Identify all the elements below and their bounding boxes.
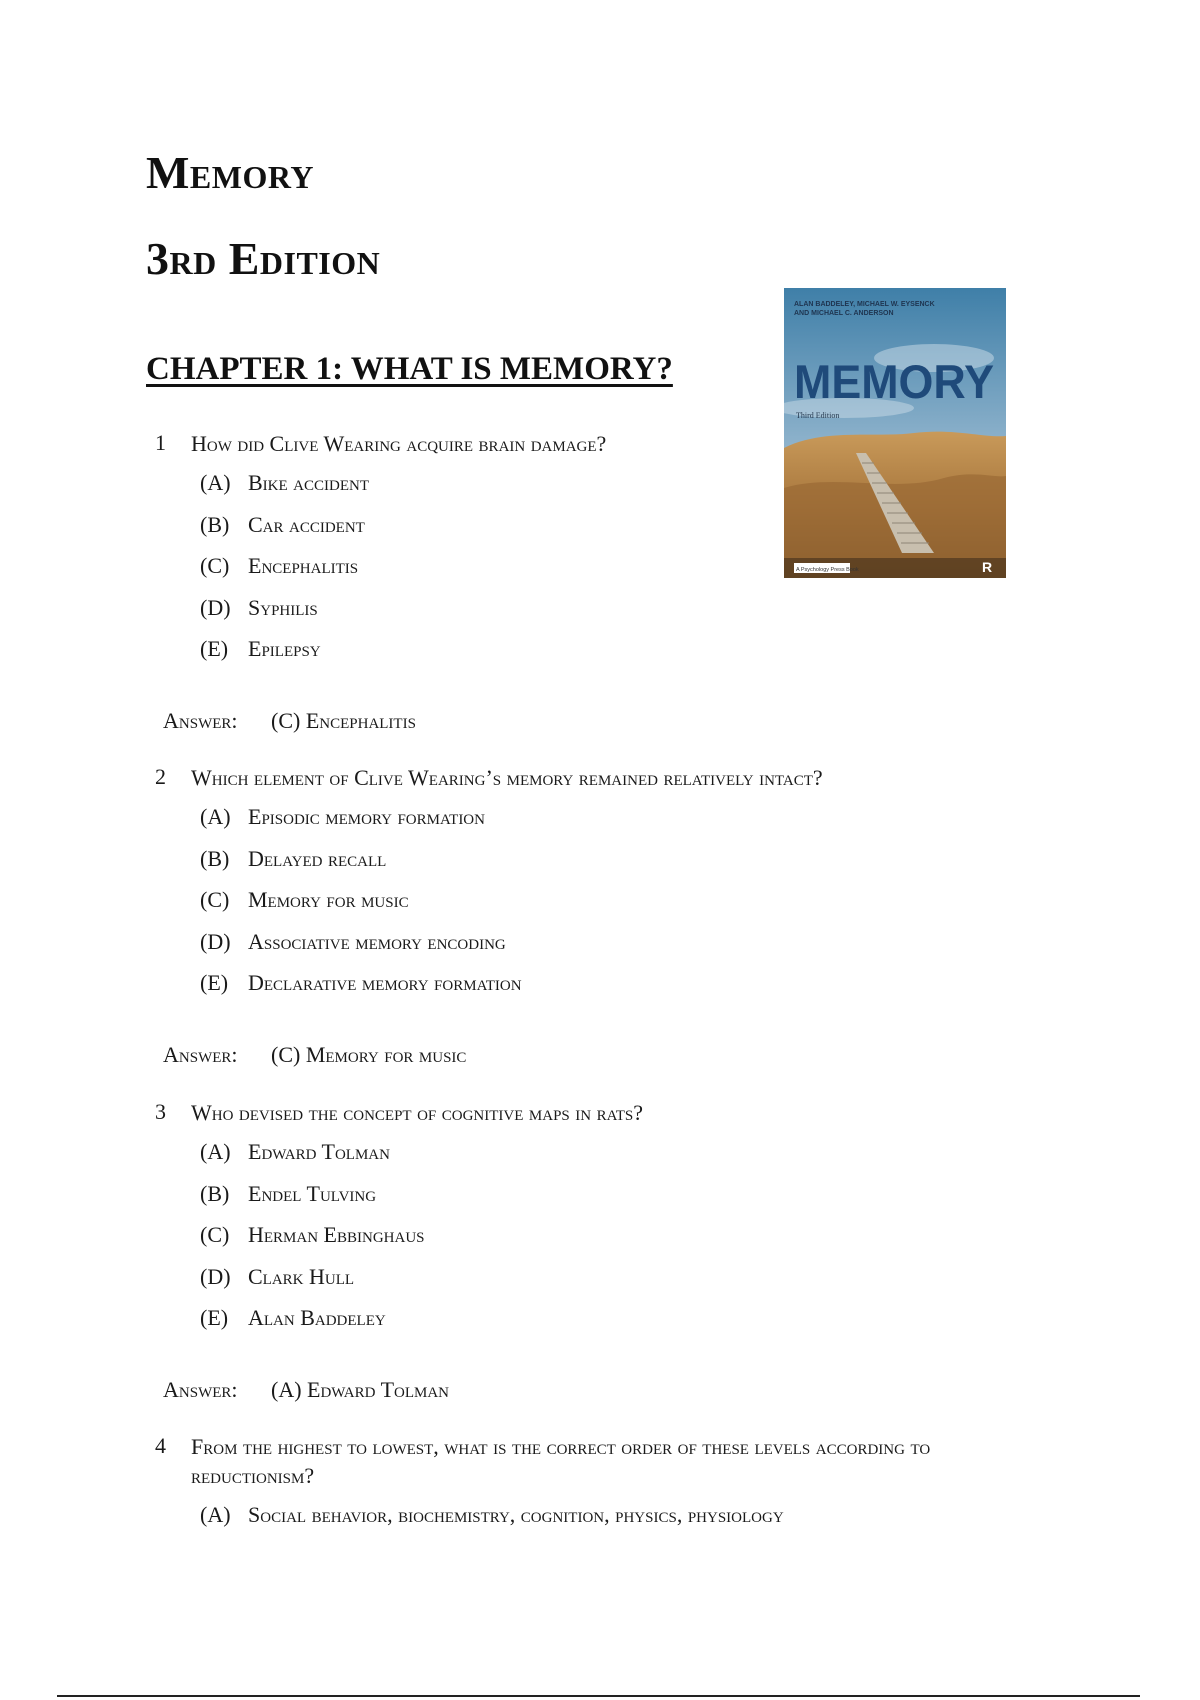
answer-value: (C) Memory for music xyxy=(271,1042,467,1067)
option-d xyxy=(200,929,1015,971)
option-letter: (E) xyxy=(200,1305,229,1330)
option-e xyxy=(200,636,1015,678)
option-letter: (A) xyxy=(200,470,231,495)
footer-divider xyxy=(57,1695,1140,1697)
question-3 xyxy=(155,1098,1015,1347)
option-b xyxy=(200,846,1015,888)
cover-logo: R xyxy=(982,559,993,575)
option-list xyxy=(200,1139,1015,1347)
question-1 xyxy=(155,429,1015,678)
option-letter: (E) xyxy=(200,636,229,661)
question-4 xyxy=(155,1432,1015,1544)
option-text: Epilepsy xyxy=(248,636,321,661)
option-text: Car accident xyxy=(248,511,365,537)
answer-value: (A) Edward Tolman xyxy=(271,1377,450,1402)
question-text: Which element of Clive Wearing’s memory remained relatively intact? xyxy=(191,765,823,790)
option-text: Delayed recall xyxy=(248,845,387,871)
option-letter: (A) xyxy=(200,1502,231,1527)
option-text: Alan Baddeley xyxy=(248,1305,386,1330)
question-number: 1 xyxy=(155,430,166,455)
option-text: Episodic memory formation xyxy=(248,804,485,829)
option-list xyxy=(200,470,1015,678)
option-a xyxy=(200,1502,1015,1544)
option-letter: (B) xyxy=(200,511,230,537)
option-letter: (C) xyxy=(200,887,230,912)
option-text: Edward Tolman xyxy=(248,1139,390,1164)
option-c xyxy=(200,887,1015,929)
cover-authors-line-2: AND MICHAEL C. ANDERSON xyxy=(794,310,894,317)
option-letter: (A) xyxy=(200,804,231,829)
option-letter: (B) xyxy=(200,1180,230,1206)
option-letter: (C) xyxy=(200,1222,230,1247)
option-letter: (D) xyxy=(200,1263,231,1289)
option-letter: (D) xyxy=(200,594,231,620)
option-a xyxy=(200,470,1015,512)
option-letter: (B) xyxy=(200,845,230,871)
option-letter: (A) xyxy=(200,1139,231,1164)
answer-3 xyxy=(163,1377,449,1403)
option-b xyxy=(200,512,1015,554)
answer-1 xyxy=(163,708,416,734)
option-d xyxy=(200,1264,1015,1306)
option-a xyxy=(200,804,1015,846)
book-title: Memory xyxy=(146,147,314,198)
answer-2 xyxy=(163,1042,466,1068)
option-text: Declarative memory formation xyxy=(248,970,522,995)
option-text: Endel Tulving xyxy=(248,1180,377,1206)
option-c xyxy=(200,1222,1015,1264)
option-a xyxy=(200,1139,1015,1181)
option-text: Bike accident xyxy=(248,470,369,495)
option-list xyxy=(200,1502,1015,1544)
question-text: How did Clive Wearing acquire brain damage? xyxy=(191,431,607,456)
question-number: 4 xyxy=(155,1433,166,1458)
cover-authors-line-1: ALAN BADDELEY, MICHAEL W. EYSENCK xyxy=(794,301,935,308)
answer-label: Answer: xyxy=(163,1377,238,1402)
option-text: Associative memory encoding xyxy=(248,928,506,954)
answer-label: Answer: xyxy=(163,1042,238,1067)
option-list xyxy=(200,804,1015,1012)
option-d xyxy=(200,595,1015,637)
option-text: Clark Hull xyxy=(248,1263,355,1289)
option-c xyxy=(200,553,1015,595)
answer-label: Answer: xyxy=(163,708,238,733)
option-e xyxy=(200,970,1015,1012)
option-e xyxy=(200,1305,1015,1347)
option-letter: (D) xyxy=(200,928,231,954)
cover-title: MEMORY xyxy=(794,355,994,408)
option-text: Syphilis xyxy=(248,594,318,620)
option-text: Herman Ebbinghaus xyxy=(248,1222,425,1247)
option-letter: (C) xyxy=(200,553,230,578)
option-b xyxy=(200,1181,1015,1223)
answer-value: (C) Encephalitis xyxy=(271,708,416,733)
question-text: Who devised the concept of cognitive maps in rats? xyxy=(191,1100,644,1125)
chapter-heading: CHAPTER 1: WHAT IS MEMORY? xyxy=(146,351,673,387)
question-number: 2 xyxy=(155,764,166,789)
option-text: Encephalitis xyxy=(248,553,359,578)
option-text: Memory for music xyxy=(248,887,409,912)
cover-publisher: A Psychology Press Book xyxy=(796,567,859,573)
question-2 xyxy=(155,763,1015,1012)
option-letter: (E) xyxy=(200,970,229,995)
cover-edition: Third Edition xyxy=(796,411,840,420)
option-text: Social behavior, biochemistry, cognition, physics, physiology xyxy=(248,1502,784,1527)
book-edition: 3rd Edition xyxy=(146,233,381,284)
question-text: From the highest to lowest, what is the correct order of these levels according to reductionism? xyxy=(191,1434,931,1488)
question-number: 3 xyxy=(155,1099,166,1124)
